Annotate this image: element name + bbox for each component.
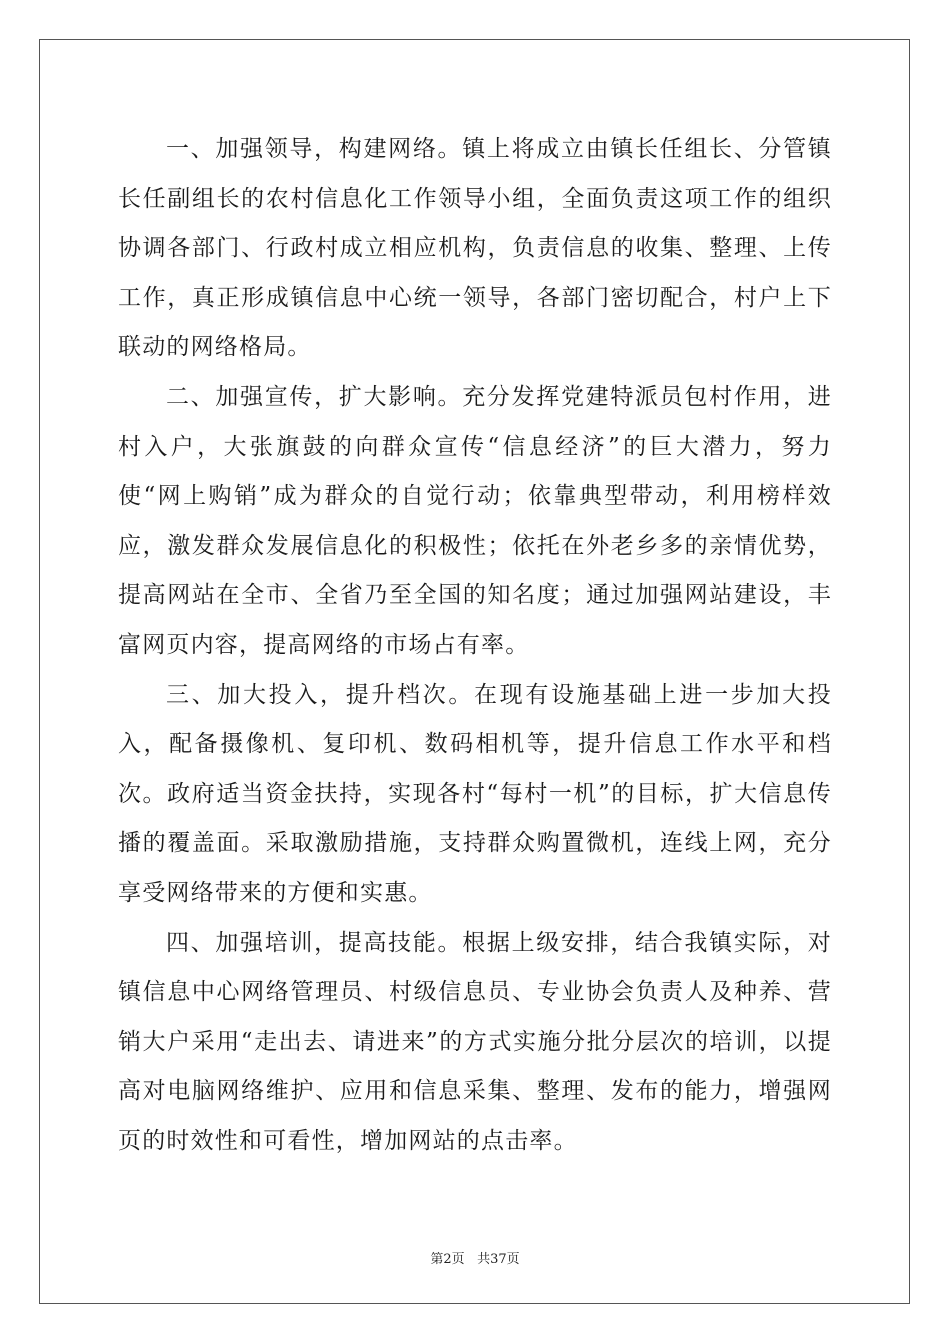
document-body <box>118 125 832 1166</box>
page-footer <box>0 1248 950 1267</box>
paragraph-3: 三、加大投入，提升档次。在现有设施基础上进一步加大投入，配备摄像机、复印机、数码相机等，提升信息工作水平和档次。政府适当资金扶持，实现各村“每村一机”的目标，扩大信息传播的覆盖面。采取激励措施，支持群众购置微机，连线上网，充分享受网络带来的方便和实惠。 <box>118 681 832 906</box>
page-number: 第2页 <box>430 1252 465 1267</box>
total-pages: 共37页 <box>477 1252 520 1267</box>
paragraph-1: 一、加强领导，构建网络。镇上将成立由镇长任组长、分管镇长任副组长的农村信息化工作领导小组，全面负责这项工作的组织协调各部门、行政村成立相应机构，负责信息的收集、整理、上传工作，真正形成镇信息中心统一领导，各部门密切配合，村户上下联动的网络格局。 <box>118 136 832 361</box>
paragraph-2: 二、加强宣传，扩大影响。充分发挥党建特派员包村作用，进村入户，大张旗鼓的向群众宣传“信息经济”的巨大潜力，努力使“网上购销”成为群众的自觉行动；依靠典型带动，利用榜样效应，激发群众发展信息化的积极性；依托在外老乡多的亲情优势，提高网站在全市、全省乃至全国的知名度；通过加强网站建设，丰富网页内容，提高网络的市场占有率。 <box>118 383 832 658</box>
paragraph-4: 四、加强培训，提高技能。根据上级安排，结合我镇实际，对镇信息中心网络管理员、村级信息员、专业协会负责人及种养、营销大户采用“走出去、请进来”的方式实施分批分层次的培训，以提高对电脑网络维护、应用和信息采集、整理、发布的能力，增强网页的时效性和可看性，增加网站的点击率。 <box>118 929 832 1154</box>
